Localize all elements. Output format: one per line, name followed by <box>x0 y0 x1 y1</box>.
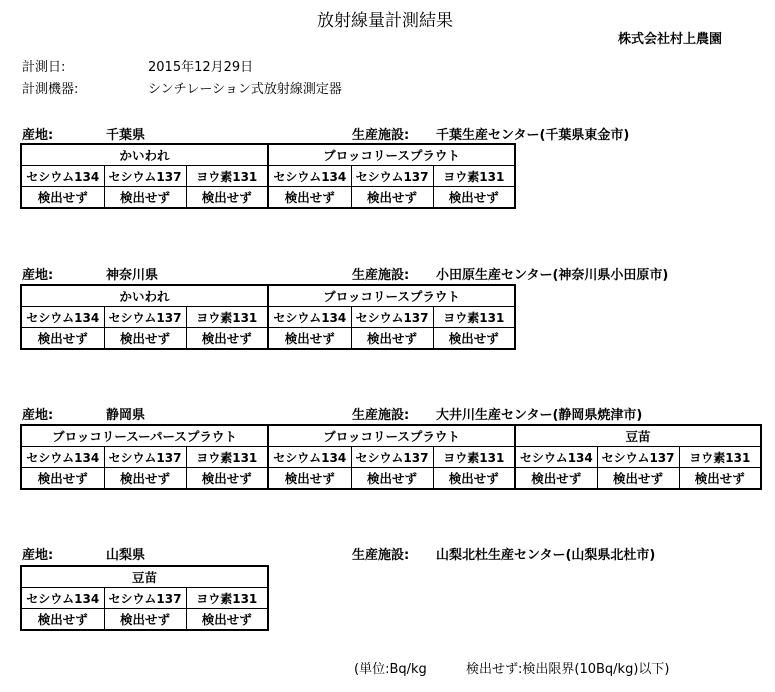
date-value: 2015年12月29日 <box>148 60 254 75</box>
product-name: ブロッコリースーパースプラウト <box>21 425 268 447</box>
isotope-header: セシウム137 <box>104 447 186 468</box>
result-cell: 検出せず <box>433 468 515 490</box>
isotope-header: セシウム137 <box>351 307 433 328</box>
product-name: ブロッコリースプラウト <box>268 144 515 166</box>
facility-label: 生産施設: <box>352 268 410 283</box>
product-name: 豆苗 <box>515 425 761 447</box>
result-cell: 検出せず <box>515 468 597 490</box>
result-cell: 検出せず <box>351 328 433 350</box>
facility-label: 生産施設: <box>352 548 410 563</box>
origin-label: 産地: <box>22 548 54 563</box>
company-name: 株式会社村上農園 <box>618 32 723 47</box>
date-label: 計測日: <box>22 60 66 75</box>
result-cell: 検出せず <box>104 468 186 490</box>
isotope-header: ヨウ素131 <box>433 307 515 328</box>
isotope-header: セシウム134 <box>21 166 104 187</box>
isotope-header: セシウム134 <box>268 447 351 468</box>
result-cell: 検出せず <box>679 468 761 490</box>
isotope-header: セシウム137 <box>104 307 186 328</box>
result-cell: 検出せず <box>186 187 268 209</box>
result-cell: 検出せず <box>351 468 433 490</box>
result-cell: 検出せず <box>186 468 268 490</box>
isotope-header: セシウム137 <box>104 588 186 609</box>
isotope-header: セシウム134 <box>268 307 351 328</box>
result-cell: 検出せず <box>21 328 104 350</box>
result-cell: 検出せず <box>597 468 679 490</box>
result-cell: 検出せず <box>21 187 104 209</box>
origin-value: 神奈川県 <box>106 268 159 283</box>
origin-value: 静岡県 <box>106 408 146 423</box>
facility-label: 生産施設: <box>352 408 410 423</box>
isotope-header: セシウム134 <box>21 447 104 468</box>
device-label: 計測機器: <box>22 82 79 97</box>
result-cell: 検出せず <box>268 187 351 209</box>
facility-value: 山梨北杜生産センター(山梨県北杜市) <box>436 548 656 563</box>
isotope-header: セシウム137 <box>597 447 679 468</box>
results-table <box>20 565 269 631</box>
isotope-header: セシウム134 <box>21 307 104 328</box>
isotope-header: ヨウ素131 <box>433 166 515 187</box>
result-cell: 検出せず <box>104 609 186 631</box>
origin-label: 産地: <box>22 128 54 143</box>
isotope-header: セシウム134 <box>268 166 351 187</box>
product-name: かいわれ <box>21 285 268 307</box>
product-name: ブロッコリースプラウト <box>268 285 515 307</box>
isotope-header: ヨウ素131 <box>186 447 268 468</box>
isotope-header: セシウム137 <box>104 166 186 187</box>
result-cell: 検出せず <box>268 468 351 490</box>
results-table <box>20 424 762 490</box>
isotope-header: ヨウ素131 <box>186 166 268 187</box>
result-cell: 検出せず <box>104 328 186 350</box>
result-cell: 検出せず <box>186 328 268 350</box>
facility-value: 小田原生産センター(神奈川県小田原市) <box>436 268 669 283</box>
isotope-header: セシウム137 <box>351 447 433 468</box>
isotope-header: セシウム134 <box>21 588 104 609</box>
results-table <box>20 143 516 209</box>
origin-value: 千葉県 <box>106 128 146 143</box>
result-cell: 検出せず <box>186 609 268 631</box>
result-cell: 検出せず <box>351 187 433 209</box>
product-name: 豆苗 <box>21 566 268 588</box>
facility-value: 大井川生産センター(静岡県焼津市) <box>436 408 643 423</box>
origin-label: 産地: <box>22 268 54 283</box>
result-cell: 検出せず <box>21 609 104 631</box>
results-table <box>20 284 516 350</box>
origin-value: 山梨県 <box>106 548 146 563</box>
detection-note: 検出せず:検出限界(10Bq/kg)以下) <box>466 662 670 677</box>
result-cell: 検出せず <box>104 187 186 209</box>
page-title: 放射線量計測結果 <box>317 11 453 31</box>
isotope-header: セシウム134 <box>515 447 597 468</box>
result-cell: 検出せず <box>433 187 515 209</box>
isotope-header: ヨウ素131 <box>433 447 515 468</box>
isotope-header: セシウム137 <box>351 166 433 187</box>
product-name: ブロッコリースプラウト <box>268 425 515 447</box>
isotope-header: ヨウ素131 <box>186 307 268 328</box>
facility-value: 千葉生産センター(千葉県東金市) <box>436 128 630 143</box>
isotope-header: ヨウ素131 <box>679 447 761 468</box>
result-cell: 検出せず <box>268 328 351 350</box>
result-cell: 検出せず <box>21 468 104 490</box>
isotope-header: ヨウ素131 <box>186 588 268 609</box>
product-name: かいわれ <box>21 144 268 166</box>
origin-label: 産地: <box>22 408 54 423</box>
unit-note: (単位:Bq/kg <box>354 662 427 677</box>
device-value: シンチレーション式放射線測定器 <box>148 82 342 97</box>
result-cell: 検出せず <box>433 328 515 350</box>
facility-label: 生産施設: <box>352 128 410 143</box>
